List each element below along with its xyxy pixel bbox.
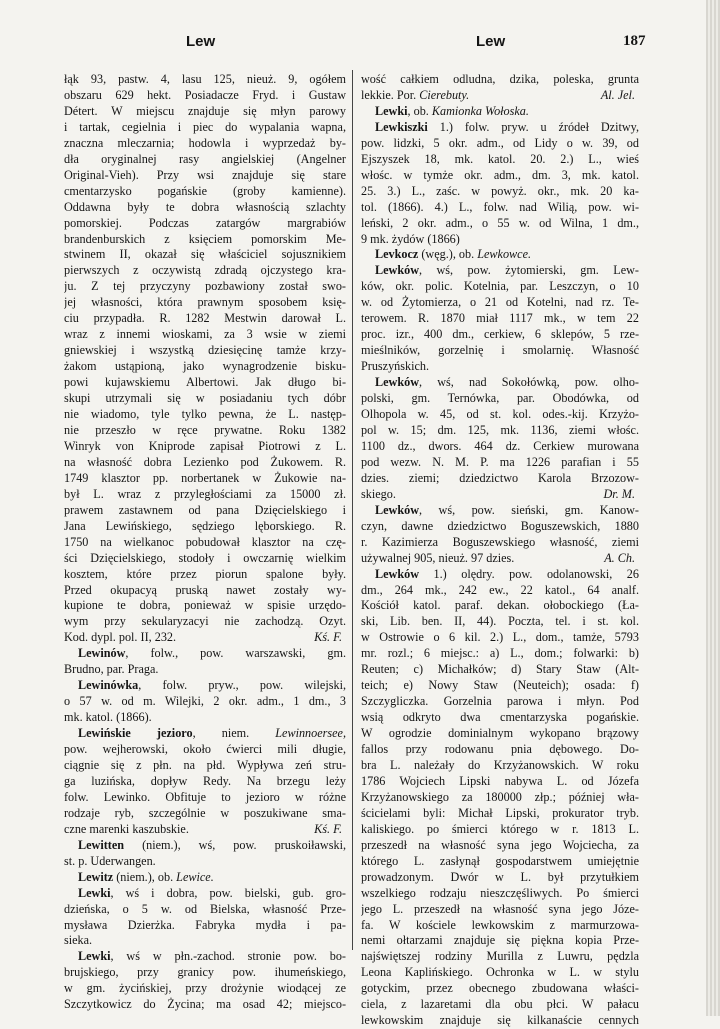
text-line: [64, 136, 346, 152]
line-text: 25. 3.) L., zaśc. w powyż. okr., mk. 20 ka-: [361, 183, 639, 198]
author-signature: Dr. M.: [603, 486, 635, 501]
line-text: mr. rozl.; 6 miejsc.: a) L., dom.; folwarki: b): [361, 646, 639, 661]
line-text: Winryk von Kniprode zapisał Piotrowi z L.: [64, 438, 346, 453]
text-line: [64, 391, 346, 407]
line-text: wość całkiem odludna, dzika, poleska, grunta: [361, 72, 639, 86]
text-line: [361, 918, 639, 934]
text-line: [64, 343, 346, 359]
text-line: [64, 327, 346, 343]
line-text: , wś, pow. żytomierski, gm. Lew-: [419, 263, 639, 278]
text-line: [361, 774, 639, 790]
text-line: [361, 567, 639, 583]
line-text: lewkowskim znajduje się kilkanaście cennych: [361, 1013, 639, 1028]
line-text: , ob.: [407, 103, 432, 118]
text-line: [361, 232, 639, 248]
text-line: [361, 551, 639, 567]
line-text: łąk 93, pastw. 4, lasu 125, nieuż. 9, ogółem: [64, 72, 346, 86]
line-text: 1749 klasztor pp. norbertanek w Żukowie na-: [64, 470, 346, 485]
line-text: jej własności, która prawnym sposobem księ-: [64, 295, 346, 310]
line-text: cmentarzysko pogańskie (groby kamienne).: [64, 183, 346, 198]
line-text: ju. Z tej przyczyny pozbawiony został swo-: [64, 279, 346, 294]
cross-reference: Lewice.: [176, 869, 214, 884]
text-line: [64, 455, 346, 471]
line-text: W ogrodzie dominialnym wykopano brązowy: [361, 726, 639, 741]
entry-headword: Lewitz: [78, 869, 114, 884]
line-text: kaliskiego. po śmierci którego w r. 1813 L.: [361, 821, 639, 836]
line-text: , folw. pryw., pow. wilejski,: [138, 678, 346, 693]
text-line: [361, 838, 639, 854]
line-text: czyn, dawne dziedzictwo Boguszewskich, 1880: [361, 518, 639, 533]
text-line: [64, 120, 346, 136]
text-line: [64, 295, 346, 311]
line-text: mysława Dzierżka. Fabryka mydła i pa-: [64, 917, 346, 932]
text-line: [64, 471, 346, 487]
text-line: [64, 279, 346, 295]
line-text: gotyckim, przez obecnego zbudowana właści-: [361, 981, 639, 996]
line-text: Ejszyszek 18, mk. katol. 20. 2.) L., wieś: [361, 151, 639, 166]
text-line: [64, 519, 346, 535]
line-text: powi kujawskiemu Albertowi. Jak długo bi-: [64, 375, 346, 390]
text-line: [361, 886, 639, 902]
line-text: leński, 2 okr. adm., o 55 w. od Wilna, 1 dm.,: [361, 215, 639, 230]
cross-reference: Lewkowce.: [477, 247, 532, 262]
author-signature: Kś. F.: [314, 630, 342, 645]
line-text: Reuten; c) Michałków; d) Stary Staw (Alt-: [361, 662, 639, 677]
line-text: skiego.: [361, 486, 396, 501]
text-line: [64, 694, 346, 710]
line-text: dzieńska, o 5 w. od Bielska, własność Prze-: [64, 901, 346, 916]
line-text: fallos przy rodowanu pnia dębowego. Do-: [361, 742, 639, 757]
text-line: [361, 678, 639, 694]
line-text: bra L. należały do Krzyżanowskich. W roku: [361, 757, 639, 772]
line-text: dła oryginalnej rasy angielskiej (Angelner: [64, 151, 346, 166]
line-text: , wś, nad Sokołówką, pow. olho-: [419, 375, 639, 390]
text-line: [64, 232, 346, 248]
line-text: Szczytkowicz do Życina; ma osad 42; miejsco-: [64, 997, 346, 1012]
line-text: Szczygliczka. Gorzelnia parowa i młyn. Pod: [361, 694, 639, 709]
text-line: [361, 630, 639, 646]
text-line: [361, 279, 639, 295]
text-line: [64, 583, 346, 599]
line-text: 9 mk. żydów (1866): [361, 231, 460, 246]
line-text: Oddawna były te dobra własnością szlachty: [64, 199, 346, 214]
text-line: [64, 646, 346, 662]
text-line: [64, 806, 346, 822]
text-line: [361, 471, 639, 487]
line-text: gniewskiej i wszystką dziesięcinę tamże krzy-: [64, 343, 346, 358]
line-text: lekkie. Por.: [361, 87, 420, 102]
line-text: rodzaje ryb, szczególnie w poszukiwane sma-: [64, 805, 346, 820]
line-text: 1100 dz., dwors. 464 dz. Cerkiew murowana: [361, 438, 639, 453]
page-header: [0, 33, 720, 53]
line-text: , niem.: [192, 726, 276, 741]
text-line: [361, 168, 639, 184]
text-line: [361, 726, 639, 742]
text-line: [361, 375, 639, 391]
text-line: [361, 391, 639, 407]
left-column: [64, 72, 346, 1013]
text-line: [64, 918, 346, 934]
text-line: [64, 487, 346, 503]
line-text: w. od Żytomierza, o 21 od Kotelni, nad rz. Te-: [361, 295, 639, 310]
line-text: (niem.), ob.: [113, 869, 177, 884]
line-text: , wś, pow. sieński, gm. Kanow-: [419, 502, 639, 517]
line-text: wraz z innemi wioskami, za 3 wsie w ziemi: [64, 327, 346, 342]
text-line: [361, 646, 639, 662]
line-text: mieślników, gorzelnię i smolarnię. Własność: [361, 343, 639, 358]
line-text: tol. (1866). 4.) L., folw. nad Wilią, pow. wi-: [361, 199, 639, 214]
text-line: [64, 263, 346, 279]
text-line: [64, 870, 346, 886]
text-line: [361, 263, 639, 279]
entry-headword: Levkocz: [375, 247, 419, 262]
text-line: [361, 535, 639, 551]
line-text: Kod. dypl. pol. II, 232.: [64, 630, 177, 645]
text-line: [64, 407, 346, 423]
text-line: [361, 933, 639, 949]
line-text: pol w. 15; dm. 125, mk. 1136, ziemi włośc.: [361, 422, 639, 437]
line-text: nie wiadomo, tyle tylko pewna, że L. następ-: [64, 407, 346, 422]
line-text: , wś w płn.-zachod. stronie pow. bo-: [110, 949, 346, 964]
page-edge-shadow: [706, 0, 720, 1016]
text-line: [64, 311, 346, 327]
text-line: [361, 758, 639, 774]
line-text: znaczna mleczarnia; hodowla i wyprzedaż by-: [64, 135, 346, 150]
text-line: [64, 949, 346, 965]
entry-headword: Lewków: [375, 375, 420, 390]
line-text: Pruszyńskich.: [361, 359, 430, 374]
line-text: w gm. życińskiej, przy drożynie wiodącej ze: [64, 981, 346, 996]
text-line: [361, 742, 639, 758]
line-text: fa. W kościele lewkowskim z marmurzowa-: [361, 917, 639, 932]
line-text: 1.) folw. pryw. u źródeł Dzitwy,: [427, 119, 639, 134]
text-line: [64, 933, 346, 949]
text-line: [361, 200, 639, 216]
text-line: [64, 200, 346, 216]
text-line: [64, 614, 346, 630]
line-text: kosztem, które przez piorun spalone były.: [64, 566, 346, 581]
line-text: 1.) olędry. pow. odolanowski, 26: [419, 566, 639, 581]
entry-headword: Lewinówka: [78, 678, 139, 693]
line-text: polski, gm. Ternówka, par. Obodówka, od: [361, 391, 639, 406]
text-line: [361, 519, 639, 535]
text-line: [64, 790, 346, 806]
line-text: żakom ustąpioną, jako wynagrodzenie bisku-: [64, 359, 346, 374]
line-text: był L. wraz z przyległościami za 15000 zł.: [64, 486, 346, 501]
line-text: nemi ołtarzami znajduje się piękna kopia Prze-: [361, 933, 639, 948]
line-text: pow. lidzki, 5 okr. adm., od Lidy o w. 39, od: [361, 135, 639, 150]
text-line: [64, 168, 346, 184]
author-signature: Al. Jel.: [600, 87, 635, 102]
line-text: mk. katol. (1866).: [64, 710, 152, 725]
text-line: [361, 614, 639, 630]
line-text: (niem.), wś, pow. pruskoiławski,: [124, 837, 346, 852]
entry-headword: Lewkiszki: [375, 119, 428, 134]
text-line: [64, 72, 346, 88]
text-line: [361, 343, 639, 359]
line-text: ści Dzięcielskiego, stodoły i owczarnię wielkim: [64, 550, 346, 565]
column-divider: [352, 70, 353, 950]
text-line: [64, 678, 346, 694]
text-line: [361, 870, 639, 886]
line-text: Krzyżanowskiego za 180000 złp.; później wła-: [361, 789, 639, 804]
line-text: Leona Kaplińskiego. Ochronka w L. w stylu: [361, 965, 639, 980]
text-line: [361, 822, 639, 838]
page-number: 187: [623, 33, 646, 49]
text-line: [64, 997, 346, 1013]
text-line: [64, 247, 346, 263]
line-text: skupi utrzymali się w posiadaniu tych dóbr: [64, 391, 346, 406]
line-text: w Ostrowie o 6 kil. 2.) L., dom., tamże, 5793: [361, 630, 639, 645]
entry-headword: Lewków: [375, 566, 420, 581]
text-line: [361, 88, 639, 104]
text-line: [361, 104, 639, 120]
author-signature: Kś. F.: [314, 821, 342, 836]
text-line: [64, 630, 346, 646]
text-line: [64, 902, 346, 918]
line-text: ciu przypadła. R. 1282 Mestwin darował L.: [64, 311, 346, 326]
line-text: ciągnie się z płn. na płd. Wypływa zeń stru-: [64, 757, 346, 772]
line-text: ski, Lib. ben. II, 44). Poczta, tel. i st. kol.: [361, 614, 639, 629]
text-line: [361, 662, 639, 678]
text-line: [64, 981, 346, 997]
text-line: [361, 247, 639, 263]
line-text: obszaru 629 hekt. Posiadacze Fryd. i Gustaw: [64, 87, 346, 102]
line-text: proc. izr., 400 dm., cerkiew, 6 sklepów, 5 rze-: [361, 327, 639, 342]
line-text: teich; e) Nowy Staw (Neuteich); osada: f): [361, 678, 639, 693]
text-line: [361, 311, 639, 327]
text-line: [64, 375, 346, 391]
line-text: kupione te dobra, ponieważ w spisie urzędo-: [64, 598, 346, 613]
line-text: dm., 264 mk., 242 ew., 22 katol., 64 analf.: [361, 582, 639, 597]
text-line: [361, 965, 639, 981]
text-line: [361, 439, 639, 455]
text-line: [64, 662, 346, 678]
cross-reference: Kamionka Wołoska.: [431, 103, 529, 118]
line-text: nie przeszło w ręce prywatne. Roku 1382: [64, 422, 346, 437]
line-text: wszelkiego rodzaju nieszczęśliwych. Po śmierci: [361, 885, 639, 900]
line-text: o 57 w. od m. Wilejki, 2 okr. adm., 1 dm., 3: [64, 694, 346, 709]
line-text: czne marenki kaszubskie.: [64, 821, 189, 836]
text-line: [361, 72, 639, 88]
line-text: pod wezw. N. M. P. ma 1226 parafian i 55: [361, 454, 639, 469]
text-line: [64, 152, 346, 168]
line-text: Kościół katol. paraf. dekan. ołobockiego (Ła-: [361, 598, 639, 613]
text-line: [64, 423, 346, 439]
text-line: [361, 997, 639, 1013]
line-text: ciela, z lazaretami dla obu płci. W pałacu: [361, 997, 639, 1012]
text-line: [64, 822, 346, 838]
line-text: Détert. W miejscu znajduje się młyn parowy: [64, 103, 346, 118]
text-line: [361, 152, 639, 168]
line-text: (węg.), ob.: [418, 247, 478, 262]
entry-headword: Lewki: [78, 885, 111, 900]
text-line: [64, 838, 346, 854]
line-text: , wś i dobra, pow. bielski, gub. gro-: [110, 885, 346, 900]
line-text: prawem zastawnem od pana Dzięcielskiego i: [64, 502, 346, 517]
line-text: r. Kazimierza Boguszewskiego własność, ziemi: [361, 534, 639, 549]
text-line: [64, 439, 346, 455]
text-line: [361, 981, 639, 997]
text-line: [64, 216, 346, 232]
text-line: [64, 854, 346, 870]
line-text: terowem. R. 1870 miał 1117 mk., w tem 22: [361, 311, 639, 326]
line-text: Brudno, par. Praga.: [64, 662, 159, 677]
text-line: [64, 503, 346, 519]
text-line: [361, 327, 639, 343]
entry-headword: Lewińskie jezioro: [78, 726, 193, 741]
text-line: [64, 726, 346, 742]
line-text: najświętszej rodziny Murilla z Luwru, pędzla: [361, 949, 639, 964]
line-text: brujskiego, przy granicy pow. ihumeńskiego,: [64, 965, 346, 980]
text-line: [361, 216, 639, 232]
line-text: prowadzonym. Dwór w L. był przytułkiem: [361, 869, 639, 884]
text-line: [361, 407, 639, 423]
text-line: [361, 295, 639, 311]
text-line: [361, 598, 639, 614]
text-line: [64, 567, 346, 583]
line-text: st. p. Uderwangen.: [64, 853, 156, 868]
text-line: [361, 949, 639, 965]
text-line: [64, 184, 346, 200]
line-text: na własność dobra Lezienko pod Żukowem. R.: [64, 454, 346, 469]
line-text: brandenburskich z księciem pomorskim Me-: [64, 231, 346, 246]
header-center-title: Lew: [476, 33, 506, 50]
line-text: pow. wejherowski, około ćwierci mili długie,: [64, 742, 346, 757]
line-text: , folw., pow. warszawski, gm.: [125, 646, 346, 661]
text-line: [361, 583, 639, 599]
text-line: [64, 774, 346, 790]
text-line: [361, 120, 639, 136]
line-text: stwinem II, okazał się właściciel sojusznikiem: [64, 247, 346, 262]
entry-headword: Lewitten: [78, 837, 125, 852]
right-column: [361, 72, 639, 1029]
text-line: [361, 136, 639, 152]
text-line: [64, 742, 346, 758]
text-line: [64, 886, 346, 902]
text-line: [64, 88, 346, 104]
text-line: [361, 806, 639, 822]
entry-headword: Lewków: [375, 263, 420, 278]
text-line: [64, 758, 346, 774]
text-line: [361, 503, 639, 519]
text-line: [64, 598, 346, 614]
entry-headword: Lewki: [375, 103, 408, 118]
line-text: ga luzińska, dopływ Redy. Na brzegu leży: [64, 773, 346, 788]
line-text: Olhopola w. 45, od st. kol. odes.-kij. Krzyżo-: [361, 407, 639, 422]
text-line: [361, 455, 639, 471]
text-line: [361, 184, 639, 200]
line-text: Jana Lewińskiego, sędziego lęborskiego. R.: [64, 518, 346, 533]
text-line: [361, 854, 639, 870]
text-line: [361, 902, 639, 918]
line-text: Przed okupacyą pruską nawet zostały wy-: [64, 582, 346, 597]
line-text: dzies. ziemi; dziedzictwo Karola Brzozow-: [361, 470, 639, 485]
entry-headword: Lewinów: [78, 646, 126, 661]
text-line: [361, 423, 639, 439]
line-text: sieka.: [64, 933, 93, 948]
text-line: [361, 694, 639, 710]
text-line: [64, 710, 346, 726]
line-text: używalnej 905, nieuż. 97 dzies.: [361, 550, 515, 565]
line-text: ków, okr. polic. Kotelnia, par. Leszczyn, o 10: [361, 279, 639, 294]
line-text: i tartak, cegielnia i piec do wypalania wapna,: [64, 119, 346, 134]
line-text: pomorskiej. Podczas zatargów margrabiów: [64, 215, 346, 230]
line-text: 1750 na wielkanoc pobudował klasztor na czę-: [64, 534, 346, 549]
line-text: przeszedł na własność syna jego Wojciecha, za: [361, 837, 639, 852]
line-text: którego L. zasłynął gospodarstwem umiejętnie: [361, 853, 639, 868]
text-line: [361, 790, 639, 806]
text-line: [64, 535, 346, 551]
line-text: wsią odkryto dwa cmentarzyska pogańskie.: [361, 710, 639, 725]
cross-reference: Cierebuty.: [419, 87, 470, 102]
entry-headword: Lewki: [78, 949, 111, 964]
text-line: [361, 359, 639, 375]
entry-headword: Lewków: [375, 502, 420, 517]
author-signature: A. Ch.: [604, 550, 635, 565]
text-line: [64, 104, 346, 120]
line-text: folw. Lewinko. Obfituje to jezioro w różne: [64, 789, 346, 804]
cross-reference: Lewinnoersee,: [275, 726, 346, 741]
line-text: wym przy sekularyzacyi nie zachodzą. Ozyt.: [64, 614, 346, 629]
text-line: [64, 965, 346, 981]
text-line: [64, 551, 346, 567]
text-line: [361, 487, 639, 503]
header-left-title: Lew: [186, 33, 216, 50]
line-text: pierwszych z oczywistą zdradą ojczystego kra-: [64, 263, 346, 278]
line-text: 1786 Wojciech Lipski nabywa L. od Józefa: [361, 773, 639, 788]
line-text: Original-Vieh). Przy wsi znajduje się stare: [64, 167, 346, 182]
text-line: [361, 710, 639, 726]
line-text: jego L. przeszedł na własność syna jego Józe-: [361, 901, 639, 916]
line-text: ścicielami byli: Michał Lipski, prokurator tryb.: [361, 805, 639, 820]
line-text: włośc. w tymże okr. adm., dm. 3, mk. katol.: [361, 167, 639, 182]
text-line: [64, 359, 346, 375]
